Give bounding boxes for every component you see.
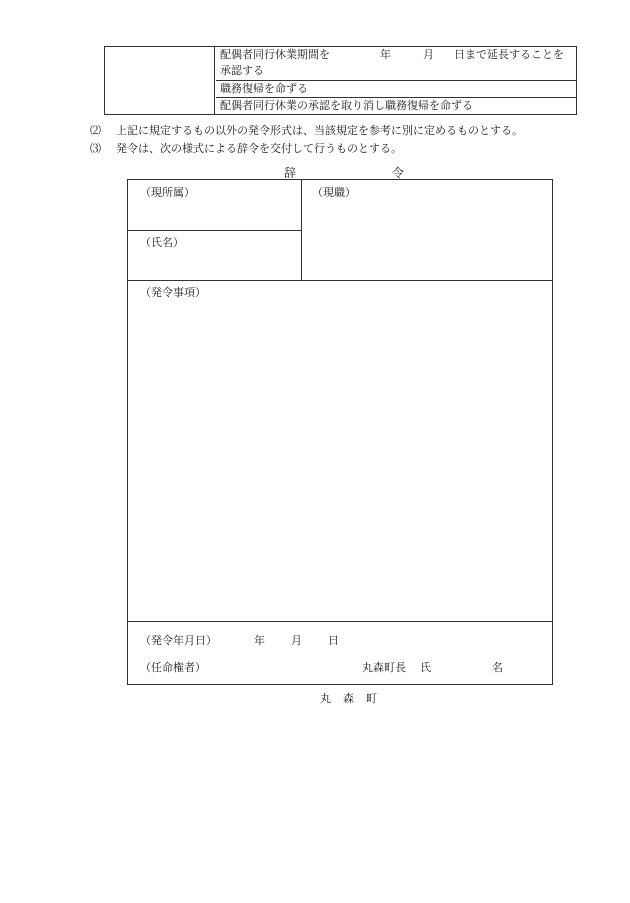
appointer-label: （任命権者） xyxy=(140,661,206,674)
issue-date-day: 日 xyxy=(328,634,339,647)
form-divider-footer xyxy=(128,621,552,622)
footer-char-3: 町 xyxy=(366,692,377,705)
footer-char-2: 森 xyxy=(343,692,354,705)
note-2-number: ⑵ xyxy=(90,124,101,137)
issue-date-year: 年 xyxy=(254,634,265,647)
appointment-form xyxy=(127,179,553,685)
note-2-text: 上記に規定するもの以外の発令形式は、当該規定を参考に別に定めるものとする。 xyxy=(116,124,523,137)
note-3-text: 発令は、次の様式による辞令を交付して行うものとする。 xyxy=(116,142,402,155)
note-3 xyxy=(90,142,570,156)
row1-line1 xyxy=(220,47,576,63)
note-3-number: ⑶ xyxy=(90,142,101,155)
table-row-extension xyxy=(216,47,576,81)
form-title-char-1: 辞 xyxy=(284,166,297,180)
name-label: （氏名） xyxy=(140,236,184,249)
appointer-mei: 名 xyxy=(492,661,503,674)
row1-line2 xyxy=(220,63,576,79)
footer-char-1: 丸 xyxy=(320,692,331,705)
row1-text-a: 配偶者同行休業期間を xyxy=(220,48,330,61)
form-divider-affiliation xyxy=(128,230,301,231)
delegation-table xyxy=(104,46,577,115)
issue-date-label: （発令年月日） xyxy=(140,634,217,647)
table-row-revoke: 配偶者同行休業の承認を取り消し職務復帰を命ずる xyxy=(220,99,473,112)
current-affiliation-label: （現所属） xyxy=(140,186,195,199)
row1-text-line2: 承認する xyxy=(220,64,264,77)
table-left-cell xyxy=(105,47,215,114)
row1-month: 月 xyxy=(423,48,434,61)
form-title-char-2: 令 xyxy=(392,166,405,180)
issue-date-month: 月 xyxy=(291,634,302,647)
note-2 xyxy=(90,124,570,138)
form-divider-header xyxy=(128,280,552,281)
appointer-title: 丸森町長 xyxy=(362,661,406,674)
table-row-return: 職務復帰を命ずる xyxy=(216,81,576,98)
order-matters-label: （発令事項） xyxy=(140,286,206,299)
row1-year: 年 xyxy=(380,48,391,61)
form-divider-vertical xyxy=(301,180,302,280)
current-position-label: （現職） xyxy=(312,186,356,199)
row1-text-b: 日まで延長することを xyxy=(454,48,564,61)
appointer-shi: 氏 xyxy=(420,661,431,674)
